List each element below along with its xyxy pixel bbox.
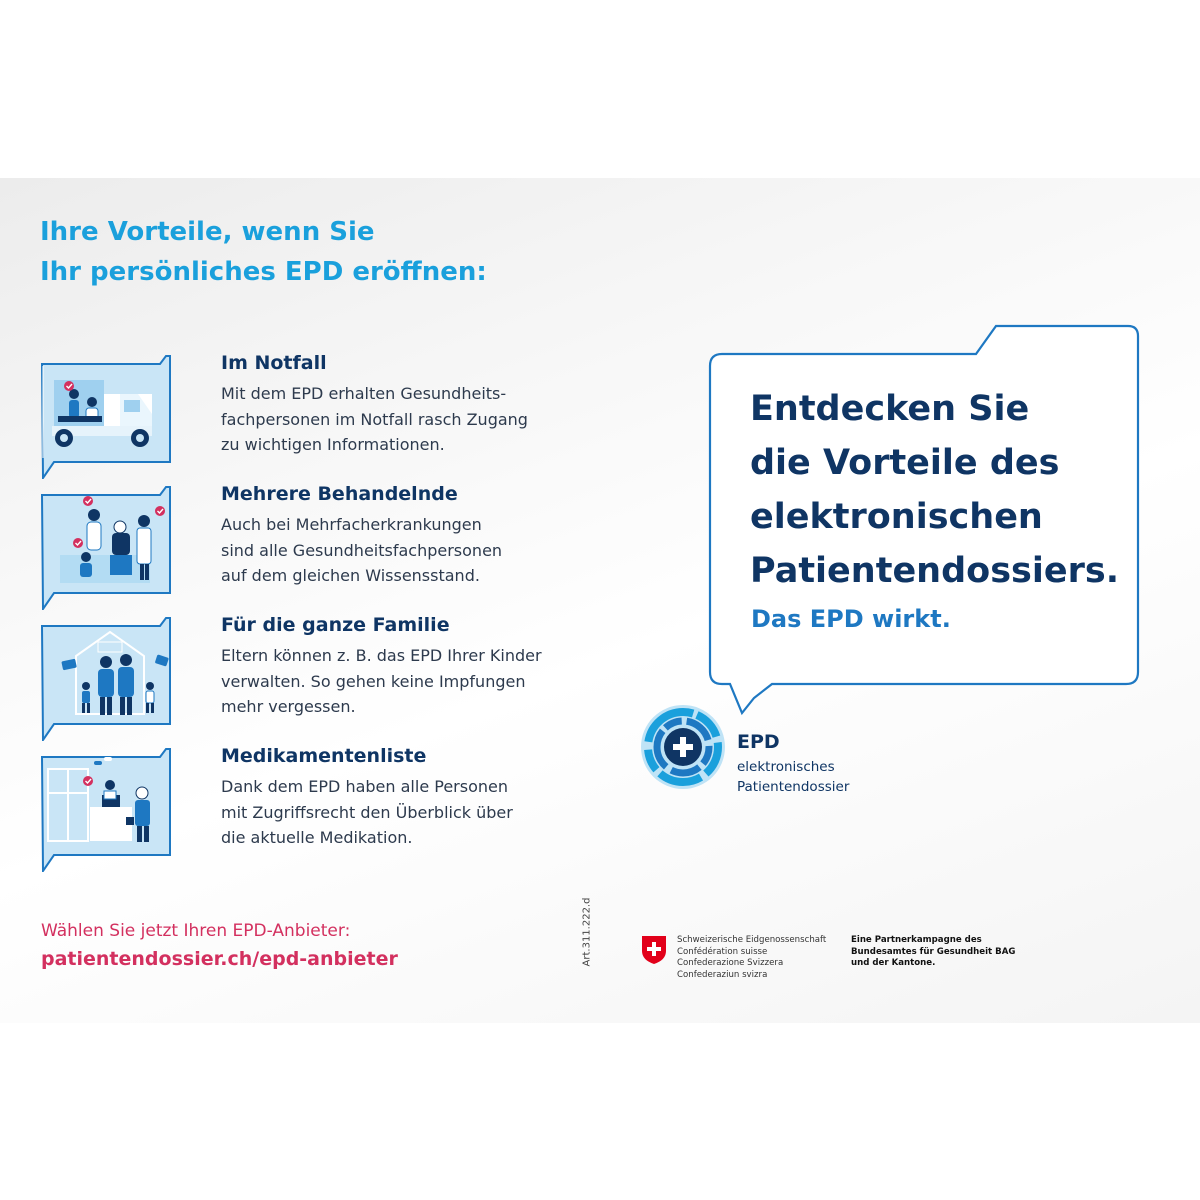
epd-logo (640, 704, 860, 804)
confederation-text (677, 935, 826, 981)
confederation-block (641, 935, 827, 980)
headline-line-2: Ihr persönliches EPD eröffnen: (40, 257, 487, 287)
benefit-text-line: mehr vergessen. (221, 697, 356, 716)
benefit-title: Für die ganze Familie (221, 614, 450, 636)
benefit-item-emergency (40, 354, 580, 479)
partner-line: Bundesamtes für Gesundheit BAG (851, 946, 1016, 957)
benefit-text-line: mit Zugriffsrecht den Überblick über (221, 802, 513, 822)
benefit-item-medication-list (40, 747, 580, 872)
benefit-text-line: zu wichtigen Informationen. (221, 435, 445, 454)
confederation-line: Confederaziun svizra (677, 969, 768, 980)
benefit-text (221, 512, 571, 589)
partner-line: und der Kantone. (851, 958, 936, 968)
call-to-action (41, 918, 398, 974)
article-number (579, 896, 595, 968)
partner-campaign-text (851, 935, 1015, 970)
family-icon (40, 616, 172, 741)
confederation-line: Confédération suisse (677, 946, 768, 957)
benefit-text-line: auf dem gleichen Wissensstand. (221, 566, 480, 585)
benefit-item-multiple-carers (40, 485, 580, 610)
benefit-title: Im Notfall (221, 352, 327, 374)
main-message (750, 382, 1119, 598)
partner-line: Eine Partnerkampagne des (851, 935, 982, 945)
benefit-text-line: verwalten. So gehen keine Impfungen (221, 671, 526, 691)
confederation-line: Confederazione Svizzera (677, 958, 784, 968)
epd-logo-subtitle-line: elektronisches (737, 759, 835, 775)
benefit-text-line: die aktuelle Medikation. (221, 828, 413, 847)
benefit-text (221, 643, 571, 720)
headline (40, 212, 487, 292)
benefit-text (221, 381, 571, 458)
main-message-line: die Vorteile des (750, 443, 1060, 483)
provider-link[interactable]: patientendossier.ch/epd-anbieter (41, 948, 398, 970)
benefit-text-line: sind alle Gesundheitsfachpersonen (221, 540, 503, 560)
benefit-text-line: fachpersonen im Notfall rasch Zugang (221, 409, 528, 429)
benefit-title: Medikamentenliste (221, 745, 427, 767)
main-message-line: Entdecken Sie (750, 389, 1030, 429)
flyer (0, 178, 1200, 1023)
benefit-text-line: Auch bei Mehrfacherkrankungen (221, 515, 482, 534)
main-message-line: elektronischen (750, 497, 1043, 537)
swiss-shield-icon (641, 935, 667, 965)
headline-line-1: Ihre Vorteile, wenn Sie (40, 217, 375, 247)
care-team-icon (40, 485, 172, 610)
cta-label: Wählen Sie jetzt Ihren EPD-Anbieter: (41, 921, 351, 941)
benefit-item-family (40, 616, 580, 741)
confederation-line: Schweizerische Eidgenossenschaft (677, 935, 827, 945)
benefit-text (221, 774, 571, 851)
tagline: Das EPD wirkt. (751, 605, 951, 633)
benefit-text-line: Eltern können z. B. das EPD Ihrer Kinder (221, 646, 542, 665)
main-message-line: Patientendossiers. (750, 551, 1119, 591)
epd-logo-title: EPD (737, 731, 780, 753)
ambulance-icon (40, 354, 172, 479)
benefit-text-line: Dank dem EPD haben alle Personen (221, 777, 508, 796)
benefit-text-line: Mit dem EPD erhalten Gesundheits- (221, 384, 507, 403)
epd-logo-icon (640, 704, 726, 790)
article-number-text: Art.311.222.d (581, 897, 593, 967)
epd-logo-subtitle-line: Patientendossier (737, 779, 850, 795)
epd-logo-subtitle (737, 757, 849, 797)
benefit-title: Mehrere Behandelnde (221, 483, 458, 505)
pharmacy-icon (40, 747, 172, 872)
